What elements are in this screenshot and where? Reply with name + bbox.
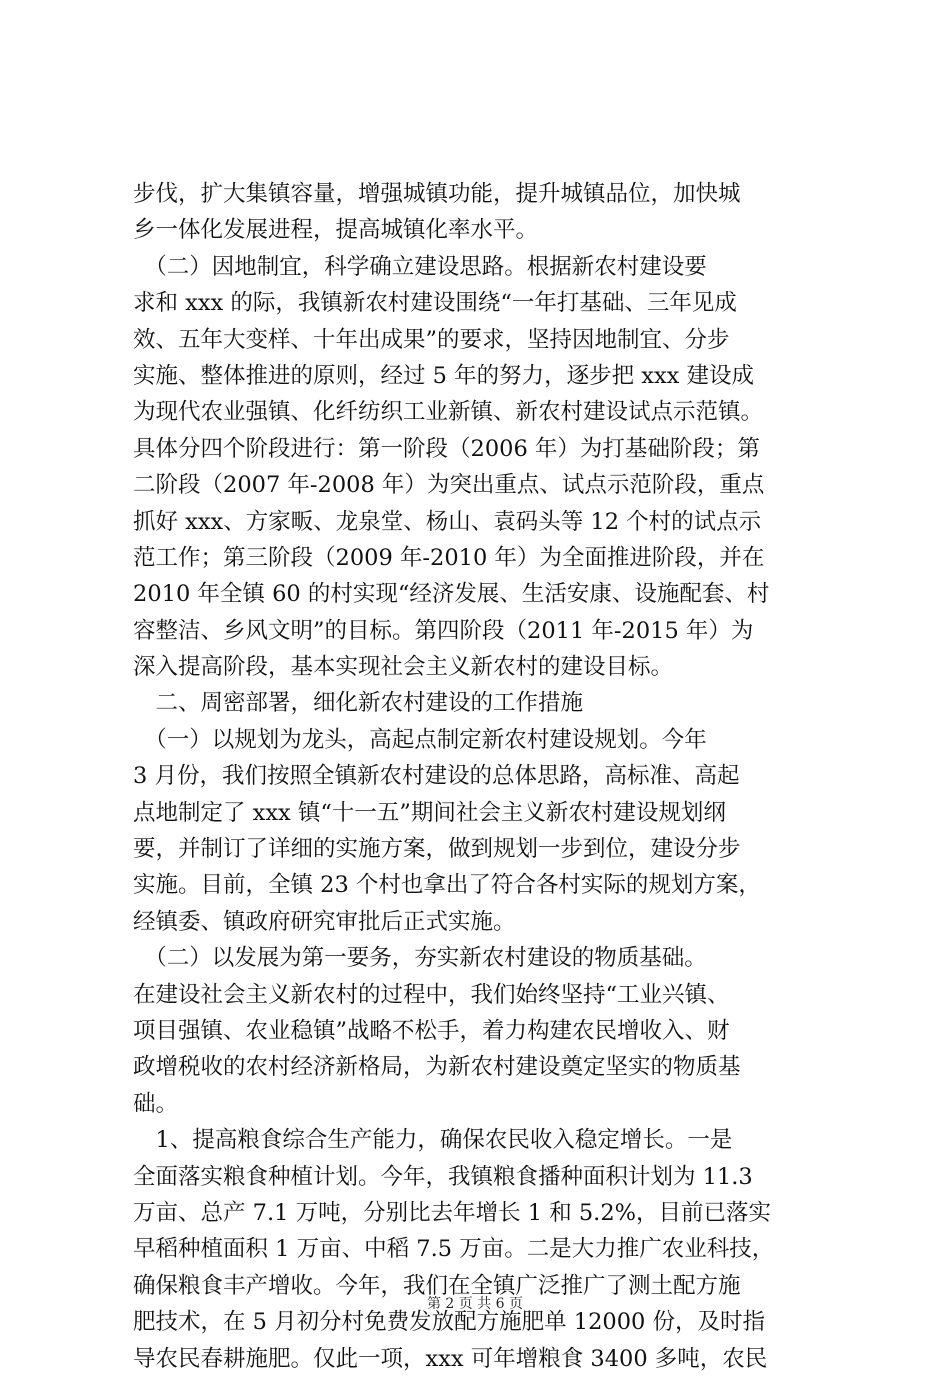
text-line: 乡一体化发展进程，提高城镇化率水平。 <box>133 217 539 244</box>
text-line: 实施。目前，全镇 23 个村也拿出了符合各村实际的规划方案， <box>133 872 761 899</box>
text-line: 求和 xxx 的际，我镇新农村建设围绕“一年打基础、三年见成 <box>133 290 737 317</box>
text-line: 在建设社会主义新农村的过程中，我们始终坚持“工业兴镇、 <box>133 981 730 1008</box>
text-line: 确保粮食丰产增收。今年，我们在全镇广泛推广了测土配方施 <box>133 1272 741 1299</box>
text-line: 效、五年大变样、十年出成果”的要求，坚持因地制宜、分步 <box>133 326 730 353</box>
text-line: 深入提高阶段，基本实现社会主义新农村的建设目标。 <box>133 654 674 681</box>
text-line: 范工作；第三阶段（2009 年-2010 年）为全面推进阶段，并在 <box>133 544 765 571</box>
text-line: 政增税收的农村经济新格局，为新农村建设奠定坚实的物质基 <box>133 1054 741 1081</box>
document-body <box>133 176 833 1377</box>
text-line: （一）以规划为龙头，高起点制定新农村建设规划。今年 <box>133 726 707 753</box>
text-line: 肥技术，在 5 月初分村免费发放配方施肥单 12000 份，及时指 <box>133 1309 766 1336</box>
text-line: 万亩、总产 7.1 万吨，分别比去年增长 1 和 5.2%，目前已落实 <box>133 1199 772 1226</box>
text-line: 础。 <box>133 1090 179 1117</box>
text-line: 为现代农业强镇、化纤纺织工业新镇、新农村建设试点示范镇。 <box>133 399 764 426</box>
text-line: 步伐，扩大集镇容量，增强城镇功能，提升城镇品位，加快城 <box>133 181 741 207</box>
page-number-footer: 第 2 页 共 6 页 <box>426 1296 524 1312</box>
text-line: 全面落实粮食种植计划。今年，我镇粮食播种面积计划为 11.3 <box>133 1163 753 1190</box>
text-line: 1、提高粮食综合生产能力，确保农民收入稳定增长。一是 <box>133 1127 733 1154</box>
text-line: 2010 年全镇 60 的村实现“经济发展、生活安康、设施配套、村 <box>133 581 770 608</box>
text-line: 3 月份，我们按照全镇新农村建设的总体思路，高标准、高起 <box>133 763 740 790</box>
text-line: （二）因地制宜，科学确立建设思路。根据新农村建设要 <box>133 253 707 280</box>
text-line: 二阶段（2007 年-2008 年）为突出重点、试点示范阶段，重点 <box>133 472 765 499</box>
text-line: （二）以发展为第一要务，夯实新农村建设的物质基础。 <box>133 945 707 972</box>
text-line: 项目强镇、农业稳镇”战略不松手，着力构建农民增收入、财 <box>133 1017 730 1044</box>
section-heading: 二、周密部署，细化新农村建设的工作措施 <box>133 690 584 717</box>
text-line: 导农民春耕施肥。仅此一项，xxx 可年增粮食 3400 多吨，农民 <box>133 1345 768 1372</box>
text-line: 抓好 xxx、方家畈、龙泉堂、杨山、袁码头等 12 个村的试点示 <box>133 508 762 535</box>
text-line: 早稻种植面积 1 万亩、中稻 7.5 万亩。二是大力推广农业科技， <box>133 1236 775 1263</box>
text-line: 具体分四个阶段进行：第一阶段（2006 年）为打基础阶段；第 <box>133 435 760 462</box>
text-line: 要，并制订了详细的实施方案，做到规划一步到位，建设分步 <box>133 836 741 863</box>
text-line: 点地制定了 xxx 镇“十一五”期间社会主义新农村建设规划纲 <box>133 799 726 826</box>
text-line: 经镇委、镇政府研究审批后正式实施。 <box>133 908 516 935</box>
text-line: 容整洁、乡风文明”的目标。第四阶段（2011 年-2015 年）为 <box>133 617 754 644</box>
text-line: 实施、整体推进的原则，经过 5 年的努力，逐步把 xxx 建设成 <box>133 362 754 389</box>
